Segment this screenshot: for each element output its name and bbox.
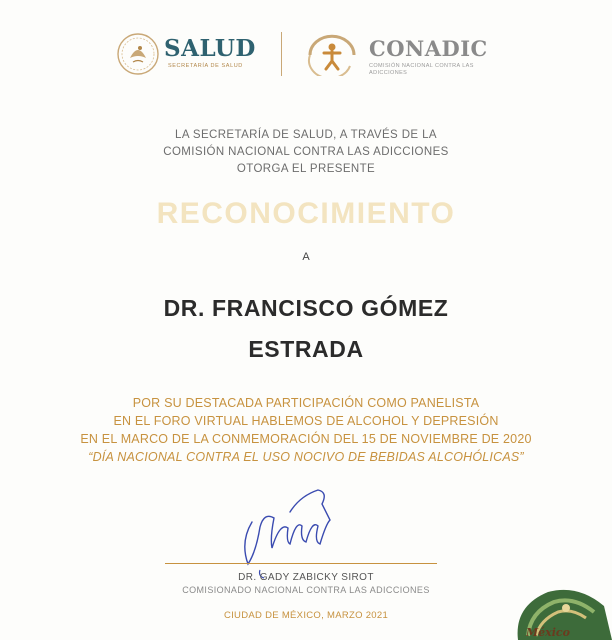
header-divider	[281, 32, 282, 76]
signer-name: DR. GADY ZABICKY SIROT	[238, 572, 374, 583]
conadic-logo-icon	[302, 34, 362, 76]
reason-line-2: EN EL FORO VIRTUAL HABLEMOS DE ALCOHOL Y DEPRESIÓN	[113, 414, 499, 428]
mexico-brand-text: México	[526, 626, 570, 639]
intro-line-3: OTORGA EL PRESENTE	[236, 163, 376, 175]
conadic-logo-subtitle: COMISIÓN NACIONAL CONTRA LAS ADICCIONES	[369, 63, 474, 76]
intro-line-1: LA SECRETARÍA DE SALUD, A TRAVÉS DE LA	[175, 129, 437, 141]
recipient-name-line-1: DR. FRANCISCO GÓMEZ	[163, 295, 449, 321]
intro-line-2: COMISIÓN NACIONAL CONTRA LAS ADICCIONES	[163, 146, 449, 158]
reason-line-4: “DÍA NACIONAL CONTRA EL USO NOCIVO DE BEBIDAS ALCOHÓLICAS”	[88, 450, 524, 464]
certificate-title: RECONOCIMIENTO	[156, 197, 456, 230]
conadic-logo-text: CONADIC	[369, 36, 488, 61]
to-label: A	[302, 251, 310, 263]
recipient-name-line-2: ESTRADA	[248, 336, 364, 362]
reason-line-3: EN EL MARCO DE LA CONMEMORACIÓN DEL 15 DE NOVIEMBRE DE 2020	[80, 432, 532, 446]
signature-line	[165, 563, 437, 564]
salud-logo-subtitle: SECRETARÍA DE SALUD	[168, 63, 243, 69]
mexico-coat-of-arms-icon	[116, 32, 160, 76]
salud-logo-text: SALUD	[164, 35, 256, 62]
signer-title: COMISIONADO NACIONAL CONTRA LAS ADICCIONES	[182, 585, 430, 595]
signature-icon	[230, 482, 380, 582]
place-date: CIUDAD DE MÉXICO, MARZO 2021	[223, 610, 389, 621]
reason-line-1: POR SU DESTACADA PARTICIPACIÓN COMO PANELISTA	[132, 396, 480, 410]
header-logos	[0, 26, 612, 86]
